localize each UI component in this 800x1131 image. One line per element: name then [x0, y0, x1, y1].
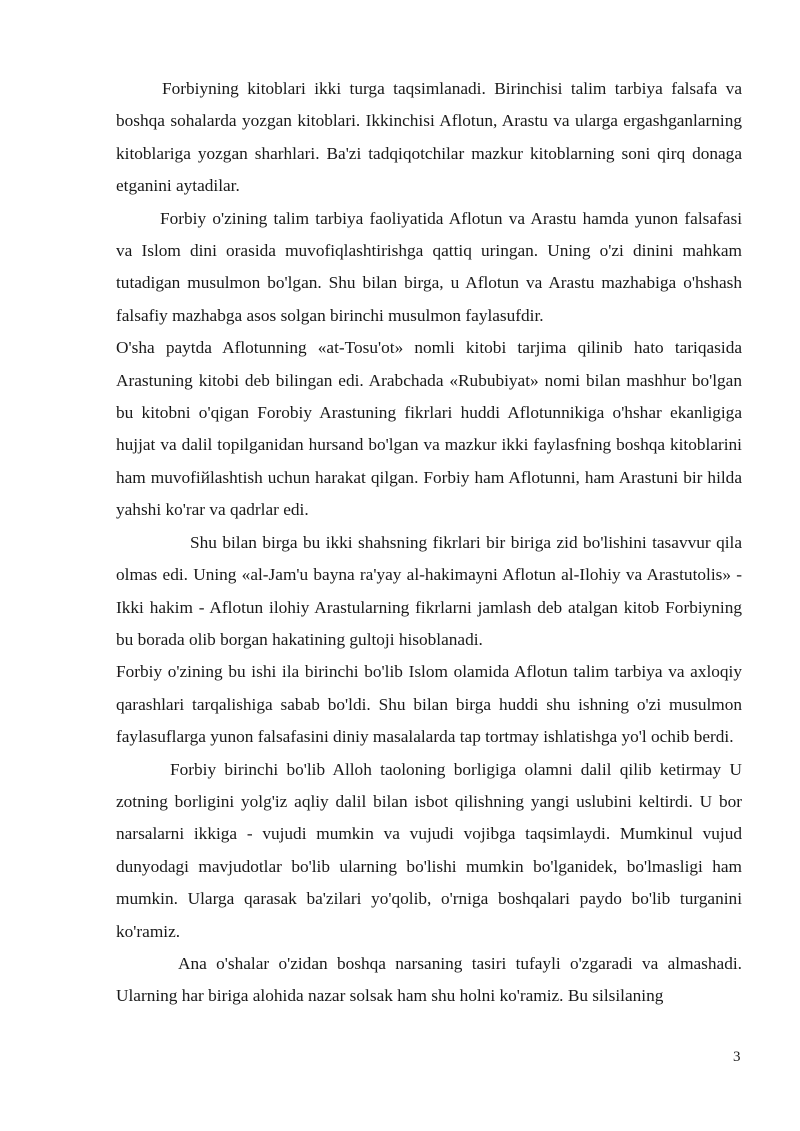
paragraph-2: Forbiy o'zining talim tarbiya faoliyatida Aflotun va Arastu hamda yunon falsafasi va Islom dini orasida muvofiqlashtirishga qattiq uringan. Uning o'zi dinini mahkam tutadigan musulmon bo'lgan. Shu bilan birga, u Aflotun va Arastu mazhabiga o'hshash falsafiy mazhabga asos solgan birinchi musulmon faylasufdir.	[116, 208, 742, 325]
paragraph-7: Ana o'shalar o'zidan boshqa narsaning tasiri tufayli o'zgaradi va almashadi. Ularning har biriga alohida nazar solsak ham shu holni ko'ramiz. Bu silsilaning	[116, 953, 742, 1006]
paragraph-4: Shu bilan birga bu ikki shahsning fikrlari bir biriga zid bo'lishini tasavvur qila olmas edi. Uning «al-Jam'u bayna ra'yay al-hakimayni Aflotun al-Ilohiy va Arastutolis» - Ikki hakim - Aflotun ilohiy Arastularning fikrlarni jamlash deb atalgan kitob Forbiyning bu borada olib borgan hakatining gultoji hisoblanadi.	[116, 532, 742, 649]
paragraph-6: Forbiy birinchi bo'lib Alloh taoloning borligiga olamni dalil qilib ketirmay U zotning borligini yolg'iz aqliy dalil bilan isbot qilishning yangi uslubini keltirdi. U bor narsalarni ikkiga - vujudi mumkin va vujudi vojibga taqsimlaydi. Mumkinul vujud dunyodagi mavjudotlar bo'lib ularning bo'lishi mumkin bo'lganidek, bo'lmasligi ham mumkin. Ularga qarasak ba'zilari yo'qolib, o'rniga boshqalari paydo bo'lib turganini ko'ramiz.	[116, 759, 742, 941]
document-body	[116, 73, 742, 1013]
paragraph-3: O'sha paytda Aflotunning «at-Tosu'ot» nomli kitobi tarjima qilinib hato tariqasida Arastuning kitobi deb bilingan edi. Arabchada «Rububiyat» nomi bilan mashhur bo'lgan bu kitobni o'qigan Forobiy Arastuning fikrlari huddi Aflotunnikiga o'hshar ekanligiga hujjat va dalil topilganidan hursand bo'lgan va mazkur ikki faylasfning boshqa kitoblarini ham muvofiйlashtish uchun harakat qilgan. Forbiy ham Aflotunni, ham Arastuni bir hilda yahshi ko'rar va qadrlar edi.	[116, 338, 742, 520]
page-number: 3	[733, 1049, 741, 1065]
paragraph-1: Forbiyning kitoblari ikki turga taqsimlanadi. Birinchisi talim tarbiya falsafa va boshqa sohalarda yozgan kitoblari. Ikkinchisi Aflotun, Arastu va ularga ergashganlarning kitoblariga yozgan sharhlari. Ba'zi tadqiqotchilar mazkur kitoblarning soni qirq donaga etganini aytadilar.	[116, 79, 742, 196]
paragraph-5: Forbiy o'zining bu ishi ila birinchi bo'lib Islom olamida Aflotun talim tarbiya va axloqiy qarashlari tarqalishiga sabab bo'ldi. Shu bilan birga huddi shu ishning o'zi musulmon faylasuflarga yunon falsafasini diniy masalalarda tap tortmay ishlatishga yo'l ochib berdi.	[116, 662, 742, 747]
